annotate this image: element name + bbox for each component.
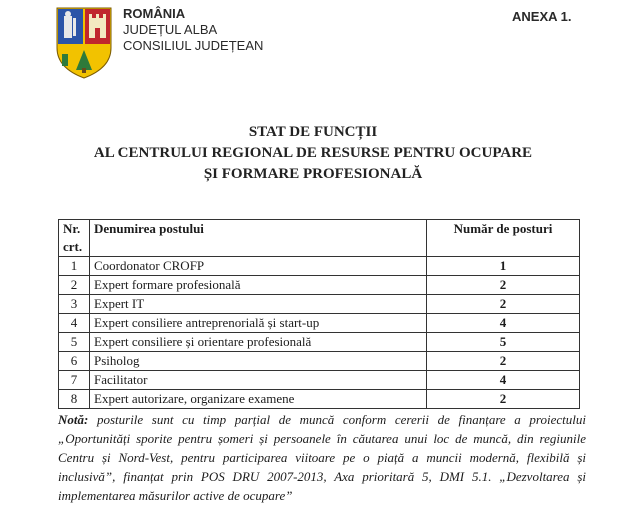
footnote <box>58 410 586 505</box>
table-row <box>59 390 580 409</box>
row-count: 5 <box>427 333 580 352</box>
row-nr: 1 <box>59 257 90 276</box>
footnote-label: Notă: <box>58 412 89 427</box>
council-name: CONSILIUL JUDEȚEAN <box>123 38 264 53</box>
row-nr: 6 <box>59 352 90 371</box>
staff-table <box>58 219 580 409</box>
row-count: 2 <box>427 390 580 409</box>
row-name: Expert IT <box>90 295 427 314</box>
coat-of-arms-icon <box>54 4 114 80</box>
row-name: Expert formare profesională <box>90 276 427 295</box>
title-line-3: ȘI FORMARE PROFESIONALĂ <box>203 166 423 182</box>
row-count: 2 <box>427 295 580 314</box>
row-nr: 8 <box>59 390 90 409</box>
header-nr: Nr. crt. <box>59 220 90 257</box>
row-nr: 3 <box>59 295 90 314</box>
title-line-2: AL CENTRULUI REGIONAL DE RESURSE PENTRU OCUPARE <box>93 145 533 161</box>
row-name: Expert autorizare, organizare examene <box>90 390 427 409</box>
row-name: Facilitator <box>90 371 427 390</box>
row-nr: 7 <box>59 371 90 390</box>
table-row <box>59 371 580 390</box>
row-nr: 2 <box>59 276 90 295</box>
row-name: Expert consiliere și orientare profesională <box>90 333 427 352</box>
table-row <box>59 333 580 352</box>
institution-header <box>123 6 263 54</box>
document-title <box>0 122 626 185</box>
row-count: 2 <box>427 276 580 295</box>
table-row <box>59 352 580 371</box>
header-count: Număr de posturi <box>427 220 580 257</box>
header-name: Denumirea postului <box>90 220 427 257</box>
row-name: Psiholog <box>90 352 427 371</box>
country-name: ROMÂNIA <box>123 6 186 21</box>
table-row <box>59 276 580 295</box>
row-nr: 4 <box>59 314 90 333</box>
row-count: 4 <box>427 314 580 333</box>
row-name: Expert consiliere antreprenorială și start-up <box>90 314 427 333</box>
row-count: 1 <box>427 257 580 276</box>
table-row <box>59 295 580 314</box>
annex-label: ANEXA 1. <box>512 9 572 24</box>
table-row <box>59 257 580 276</box>
county-name: JUDEȚUL ALBA <box>123 22 218 37</box>
table-header-row <box>59 220 580 257</box>
row-count: 2 <box>427 352 580 371</box>
table-row <box>59 314 580 333</box>
footnote-text: posturile sunt cu timp parțial de muncă conform cererii de finanțare a proiectului „Oportunități sporite pentru șomeri și persoanele în căutarea unui loc de muncă, din regiunile Centru și Nord-Vest, pentru participarea viitoare pe o piață a muncii modernă, flexibilă și inclusivă”, finanțat prin POS DRU 2007-2013, Axa prioritară 5, DMI 5.1. „Dezvoltarea și implementarea măsurilor active de ocupare” <box>58 412 586 503</box>
row-nr: 5 <box>59 333 90 352</box>
row-name: Coordonator CROFP <box>90 257 427 276</box>
title-line-1: STAT DE FUNCȚII <box>248 124 378 140</box>
row-count: 4 <box>427 371 580 390</box>
